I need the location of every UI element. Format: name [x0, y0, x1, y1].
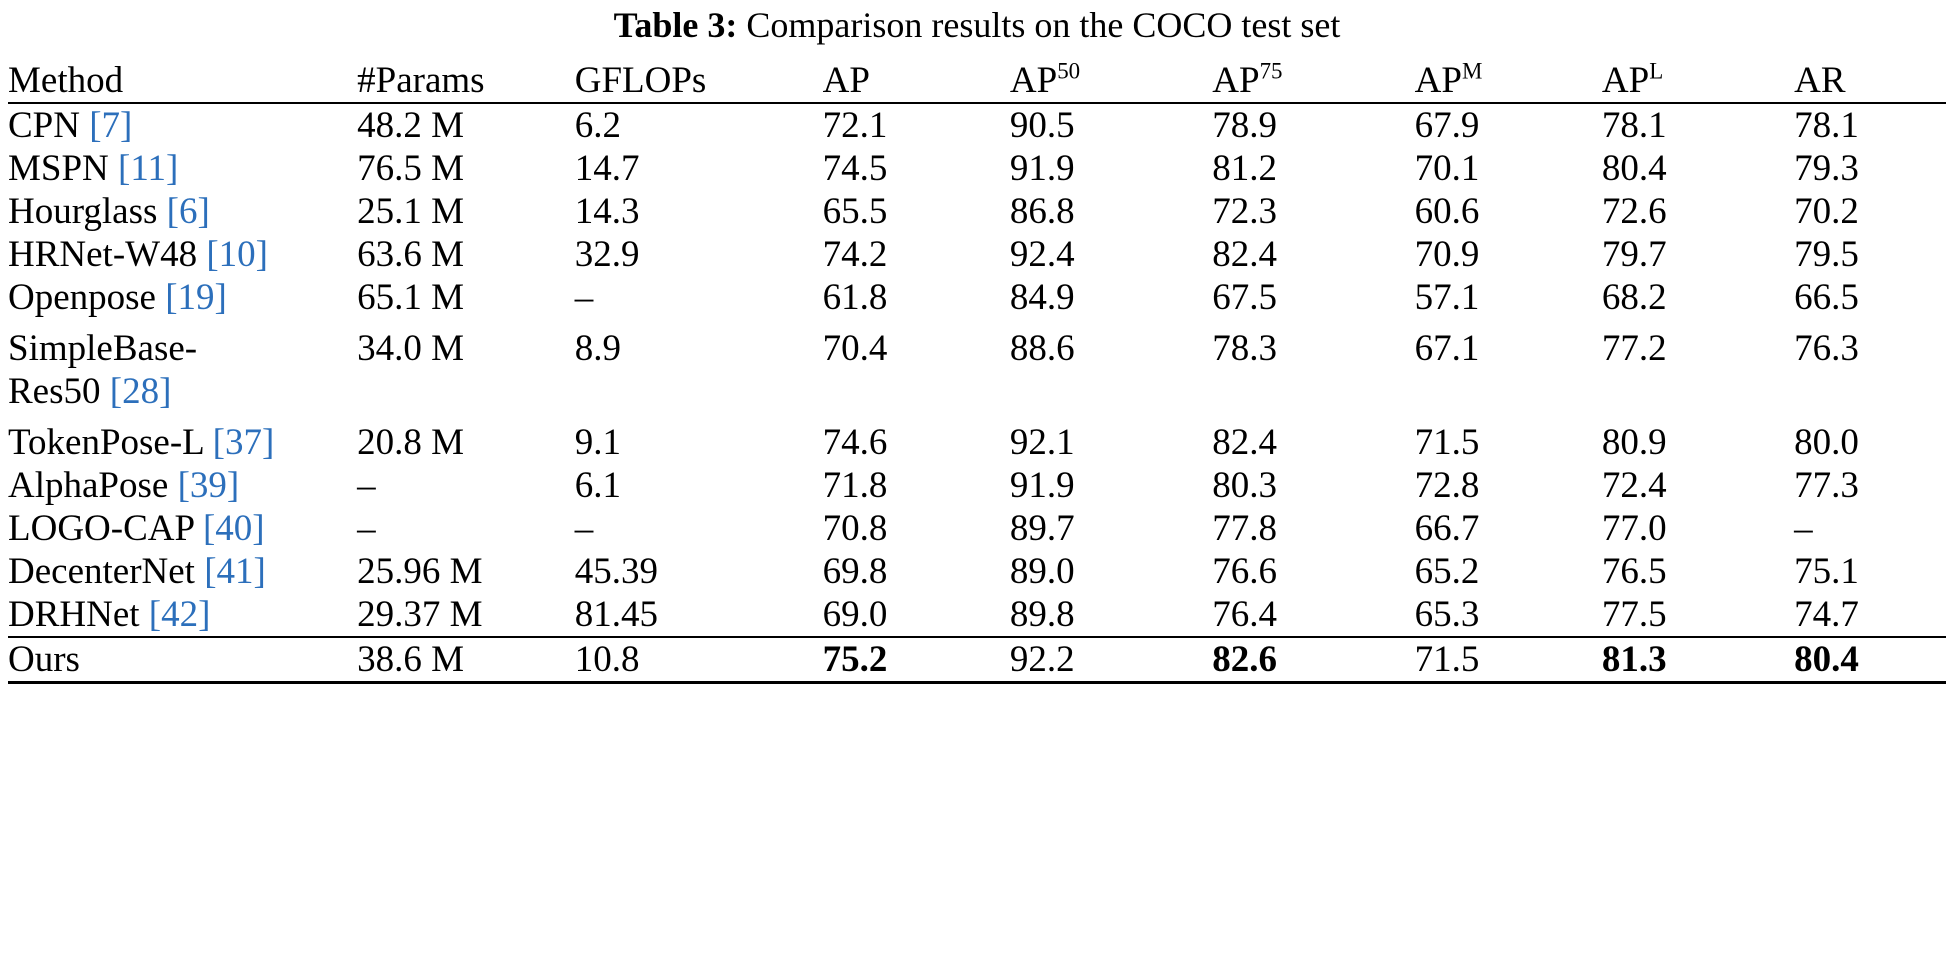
cell-apl [1602, 190, 1794, 233]
column-header-ap: AP [822, 60, 870, 102]
value-ar: 80.0 [1794, 422, 1859, 464]
table-row [8, 421, 1946, 464]
cell-ap50 [1010, 104, 1212, 147]
cell-ar [1794, 190, 1946, 233]
cell-apl [1602, 233, 1794, 276]
cell-ap [823, 190, 1010, 233]
value-ap: 72.1 [822, 105, 888, 147]
cell-ar [1794, 233, 1946, 276]
cell-apm [1415, 421, 1602, 464]
cell-ap75 [1212, 233, 1414, 276]
value-ap: 61.8 [822, 277, 888, 319]
value-ap50: 90.5 [1009, 105, 1075, 147]
value-ap75: 82.4 [1212, 422, 1278, 464]
cell-params [357, 421, 575, 464]
value-ar: 79.3 [1794, 148, 1859, 190]
cell-method [8, 464, 357, 507]
value-ap50: 84.9 [1009, 277, 1075, 319]
value-ap50: 92.2 [1009, 639, 1075, 681]
value-ap50: 88.6 [1009, 328, 1075, 370]
value-gflops: 45.39 [574, 551, 658, 593]
cell-apm [1415, 276, 1602, 319]
cell-ap50 [1010, 507, 1212, 550]
column-header-ap75-sup: 75 [1259, 58, 1283, 84]
value-ap: 71.8 [822, 465, 888, 507]
method-name: CPN [8, 105, 90, 147]
value-ap75: 80.3 [1212, 465, 1278, 507]
cell-gflops [575, 319, 823, 421]
cell-method [8, 593, 357, 637]
value-apm: 57.1 [1414, 277, 1480, 319]
value-apl: 80.9 [1601, 422, 1667, 464]
citation-link[interactable]: [19] [165, 277, 227, 319]
value-apm: 70.1 [1414, 148, 1480, 190]
value-gflops: 8.9 [574, 328, 621, 370]
cell-method [8, 550, 357, 593]
value-params: 38.6 M [357, 639, 465, 681]
value-apm: 71.5 [1414, 422, 1480, 464]
method-name: HRNet-W48 [8, 234, 207, 276]
citation-link[interactable]: [6] [166, 191, 210, 233]
cell-ar [1794, 593, 1946, 637]
table-row [8, 638, 1946, 683]
method-name: TokenPose-L [8, 422, 213, 464]
method-name: DRHNet [8, 594, 149, 636]
cell-apl [1602, 319, 1794, 421]
column-header-apl-base: AP [1601, 60, 1650, 102]
value-params: 76.5 M [357, 148, 465, 190]
table-row [8, 593, 1946, 637]
value-apm: 65.3 [1414, 594, 1480, 636]
cell-ap [823, 550, 1010, 593]
citation-link[interactable]: [7] [89, 105, 133, 147]
cell-method [8, 190, 357, 233]
value-ar: 75.1 [1794, 551, 1859, 593]
cell-gflops [575, 593, 823, 637]
cell-gflops [575, 147, 823, 190]
value-gflops: 81.45 [574, 594, 658, 636]
cell-ap75 [1212, 319, 1414, 421]
column-header-apm [1415, 59, 1602, 103]
cell-ap50 [1010, 190, 1212, 233]
cell-ap75 [1212, 550, 1414, 593]
value-ar: 74.7 [1794, 594, 1859, 636]
cell-method [8, 104, 357, 147]
cell-method [8, 638, 357, 683]
value-apm: 72.8 [1414, 465, 1480, 507]
value-gflops: 32.9 [574, 234, 640, 276]
cell-apl [1602, 104, 1794, 147]
table-row [8, 104, 1946, 147]
cell-params [357, 593, 575, 637]
cell-params [357, 507, 575, 550]
method-name: MSPN [8, 148, 119, 190]
method-name: Openpose [8, 277, 166, 319]
table-header-row [8, 59, 1946, 103]
cell-ap50 [1010, 550, 1212, 593]
cell-method [8, 147, 357, 190]
citation-link[interactable]: [11] [118, 148, 179, 190]
table-row [8, 507, 1946, 550]
column-header-ap50-sup: 50 [1057, 58, 1081, 84]
value-gflops: 9.1 [574, 422, 621, 464]
value-apm: 60.6 [1414, 191, 1480, 233]
cell-gflops [575, 233, 823, 276]
cell-ap75 [1212, 276, 1414, 319]
cell-params [357, 147, 575, 190]
value-apl: 77.2 [1601, 328, 1667, 370]
citation-link[interactable]: [40] [202, 508, 265, 550]
bottom-rule [8, 683, 1946, 685]
value-ap75: 78.3 [1212, 328, 1278, 370]
value-ar: – [1794, 508, 1813, 550]
citation-link[interactable]: [37] [212, 422, 275, 464]
value-ap50: 92.1 [1009, 422, 1075, 464]
value-apl: 72.6 [1601, 191, 1667, 233]
cell-ap [823, 464, 1010, 507]
value-params: 25.96 M [357, 551, 483, 593]
cell-apm [1415, 190, 1602, 233]
value-ar: 76.3 [1794, 328, 1859, 370]
cell-gflops [575, 550, 823, 593]
cell-ar [1794, 319, 1946, 421]
cell-ar [1794, 464, 1946, 507]
cell-gflops [575, 190, 823, 233]
table-caption-text: Comparison results on the COCO test set [746, 5, 1341, 45]
value-ap: 70.8 [822, 508, 888, 550]
table-caption [8, 0, 1946, 59]
value-gflops: 14.3 [574, 191, 640, 233]
cell-ap50 [1010, 638, 1212, 683]
cell-method [8, 233, 357, 276]
column-header-method: Method [8, 60, 124, 102]
value-ap50: 89.7 [1009, 508, 1075, 550]
cell-gflops [575, 421, 823, 464]
cell-ar [1794, 638, 1946, 683]
value-ar: 78.1 [1794, 105, 1859, 147]
value-ap: 74.2 [822, 234, 888, 276]
table-row [8, 319, 1946, 421]
value-apl: 77.0 [1601, 508, 1667, 550]
value-params: 63.6 M [357, 234, 465, 276]
cell-ap75 [1212, 507, 1414, 550]
cell-method [8, 319, 357, 421]
value-ap75: 67.5 [1212, 277, 1278, 319]
value-ap: 65.5 [822, 191, 888, 233]
method-name-line1: SimpleBase- [8, 328, 198, 370]
value-apl: 78.1 [1601, 105, 1667, 147]
cell-params [357, 638, 575, 683]
value-ap: 69.0 [822, 594, 888, 636]
cell-ap [823, 276, 1010, 319]
cell-ap75 [1212, 638, 1414, 683]
value-ap75: 78.9 [1212, 105, 1278, 147]
citation-link[interactable]: [39] [177, 465, 240, 507]
method-name: AlphaPose [8, 465, 178, 507]
cell-params [357, 550, 575, 593]
cell-params [357, 190, 575, 233]
value-ar: 80.4 [1794, 639, 1859, 681]
value-apm: 71.5 [1414, 639, 1480, 681]
column-header-ap50-base: AP [1009, 60, 1058, 102]
value-apm: 67.9 [1414, 105, 1480, 147]
cell-apl [1602, 593, 1794, 637]
value-gflops: 6.1 [574, 465, 621, 507]
column-header-params: #Params [357, 60, 485, 102]
method-name-line2: Res50 [28] [8, 371, 172, 413]
cell-apm [1415, 638, 1602, 683]
cell-apl [1602, 147, 1794, 190]
value-gflops: – [574, 508, 594, 550]
cell-apm [1415, 319, 1602, 421]
value-gflops: – [574, 277, 594, 319]
value-params: 48.2 M [357, 105, 465, 147]
value-params: 25.1 M [357, 191, 465, 233]
cell-params [357, 233, 575, 276]
cell-ap50 [1010, 233, 1212, 276]
cell-ap [823, 319, 1010, 421]
cell-apm [1415, 104, 1602, 147]
cell-apm [1415, 147, 1602, 190]
value-ap50: 89.0 [1009, 551, 1075, 593]
cell-apl [1602, 507, 1794, 550]
cell-ap50 [1010, 464, 1212, 507]
citation-link[interactable]: [10] [206, 234, 268, 276]
cell-method [8, 421, 357, 464]
cell-apl [1602, 276, 1794, 319]
value-gflops: 6.2 [574, 105, 621, 147]
column-header-ar: AR [1794, 60, 1846, 102]
cell-ap75 [1212, 190, 1414, 233]
value-ar: 79.5 [1794, 234, 1859, 276]
value-apm: 67.1 [1414, 328, 1480, 370]
cell-apl [1602, 550, 1794, 593]
cell-ap50 [1010, 593, 1212, 637]
value-ap75: 82.4 [1212, 234, 1278, 276]
value-apl: 79.7 [1601, 234, 1667, 276]
cell-ap50 [1010, 147, 1212, 190]
column-header-gflops: GFLOPs [574, 60, 707, 102]
table-row [8, 550, 1946, 593]
value-gflops: 14.7 [574, 148, 640, 190]
cell-ap [823, 104, 1010, 147]
cell-apl [1602, 464, 1794, 507]
method-name: DecenterNet [8, 551, 205, 593]
value-ar: 70.2 [1794, 191, 1859, 233]
cell-apm [1415, 464, 1602, 507]
cell-params [357, 319, 575, 421]
citation-link[interactable]: [41] [204, 551, 266, 593]
cell-ap [823, 233, 1010, 276]
comparison-results-table [8, 59, 1946, 684]
value-ap75: 76.6 [1212, 551, 1278, 593]
value-ap50: 92.4 [1009, 234, 1075, 276]
cell-ap [823, 147, 1010, 190]
value-params: 65.1 M [357, 277, 465, 319]
value-gflops: 10.8 [574, 639, 640, 681]
cell-ar [1794, 276, 1946, 319]
cell-ap75 [1212, 464, 1414, 507]
value-ap75: 82.6 [1212, 639, 1278, 681]
cell-gflops [575, 638, 823, 683]
column-header-ap75 [1212, 59, 1414, 103]
cell-params [357, 464, 575, 507]
column-header-apm-sup: M [1461, 58, 1483, 84]
value-ap75: 72.3 [1212, 191, 1278, 233]
value-ap50: 89.8 [1009, 594, 1075, 636]
table-row [8, 276, 1946, 319]
value-ap: 74.6 [822, 422, 888, 464]
value-ap50: 91.9 [1009, 148, 1075, 190]
cell-ap [823, 507, 1010, 550]
column-header-apl-sup: L [1649, 58, 1664, 84]
column-header-ap50 [1010, 59, 1212, 103]
value-apm: 65.2 [1414, 551, 1480, 593]
cell-apl [1602, 421, 1794, 464]
cell-gflops [575, 104, 823, 147]
method-name: Ours [8, 639, 80, 681]
cell-ap75 [1212, 421, 1414, 464]
column-header-apl [1602, 59, 1794, 103]
cell-ap [823, 593, 1010, 637]
table-row [8, 147, 1946, 190]
value-ap75: 77.8 [1212, 508, 1278, 550]
column-header-apm-base: AP [1414, 60, 1462, 102]
cell-ar [1794, 104, 1946, 147]
citation-link[interactable]: [42] [148, 594, 211, 636]
cell-ap50 [1010, 276, 1212, 319]
cell-apm [1415, 593, 1602, 637]
cell-ap50 [1010, 421, 1212, 464]
cell-ar [1794, 421, 1946, 464]
cell-ar [1794, 507, 1946, 550]
cell-apm [1415, 507, 1602, 550]
value-ap: 74.5 [822, 148, 888, 190]
value-apl: 80.4 [1601, 148, 1667, 190]
cell-params [357, 276, 575, 319]
cell-ap75 [1212, 104, 1414, 147]
table-row [8, 464, 1946, 507]
table-row [8, 233, 1946, 276]
cell-ar [1794, 147, 1946, 190]
citation-link[interactable]: [28] [109, 371, 172, 413]
table-row [8, 190, 1946, 233]
cell-apm [1415, 550, 1602, 593]
cell-method [8, 276, 357, 319]
cell-gflops [575, 464, 823, 507]
value-apl: 77.5 [1601, 594, 1667, 636]
table-body [8, 104, 1946, 684]
value-apl: 72.4 [1601, 465, 1667, 507]
table-caption-label: Table 3: [613, 5, 738, 45]
cell-ap75 [1212, 593, 1414, 637]
value-apl: 81.3 [1601, 639, 1667, 681]
value-ap: 69.8 [822, 551, 888, 593]
value-ar: 66.5 [1794, 277, 1859, 319]
cell-gflops [575, 276, 823, 319]
value-params: 20.8 M [357, 422, 465, 464]
cell-ap50 [1010, 319, 1212, 421]
cell-ap [823, 638, 1010, 683]
cell-ar [1794, 550, 1946, 593]
value-ap50: 91.9 [1009, 465, 1075, 507]
value-apm: 70.9 [1414, 234, 1480, 276]
column-header-ap75-base: AP [1212, 60, 1260, 102]
cell-gflops [575, 507, 823, 550]
value-ap50: 86.8 [1009, 191, 1075, 233]
value-params: – [357, 465, 376, 507]
value-ap75: 76.4 [1212, 594, 1278, 636]
value-ap75: 81.2 [1212, 148, 1278, 190]
value-ap: 75.2 [822, 639, 888, 681]
cell-apl [1602, 638, 1794, 683]
value-apl: 68.2 [1601, 277, 1667, 319]
value-params: – [357, 508, 376, 550]
method-name: LOGO-CAP [8, 508, 203, 550]
cell-ap [823, 421, 1010, 464]
method-name: Hourglass [8, 191, 167, 233]
cell-ap75 [1212, 147, 1414, 190]
value-apl: 76.5 [1601, 551, 1667, 593]
value-params: 34.0 M [357, 328, 465, 370]
value-ar: 77.3 [1794, 465, 1859, 507]
value-apm: 66.7 [1414, 508, 1480, 550]
cell-params [357, 104, 575, 147]
cell-method [8, 507, 357, 550]
value-ap: 70.4 [822, 328, 888, 370]
value-params: 29.37 M [357, 594, 483, 636]
cell-apm [1415, 233, 1602, 276]
